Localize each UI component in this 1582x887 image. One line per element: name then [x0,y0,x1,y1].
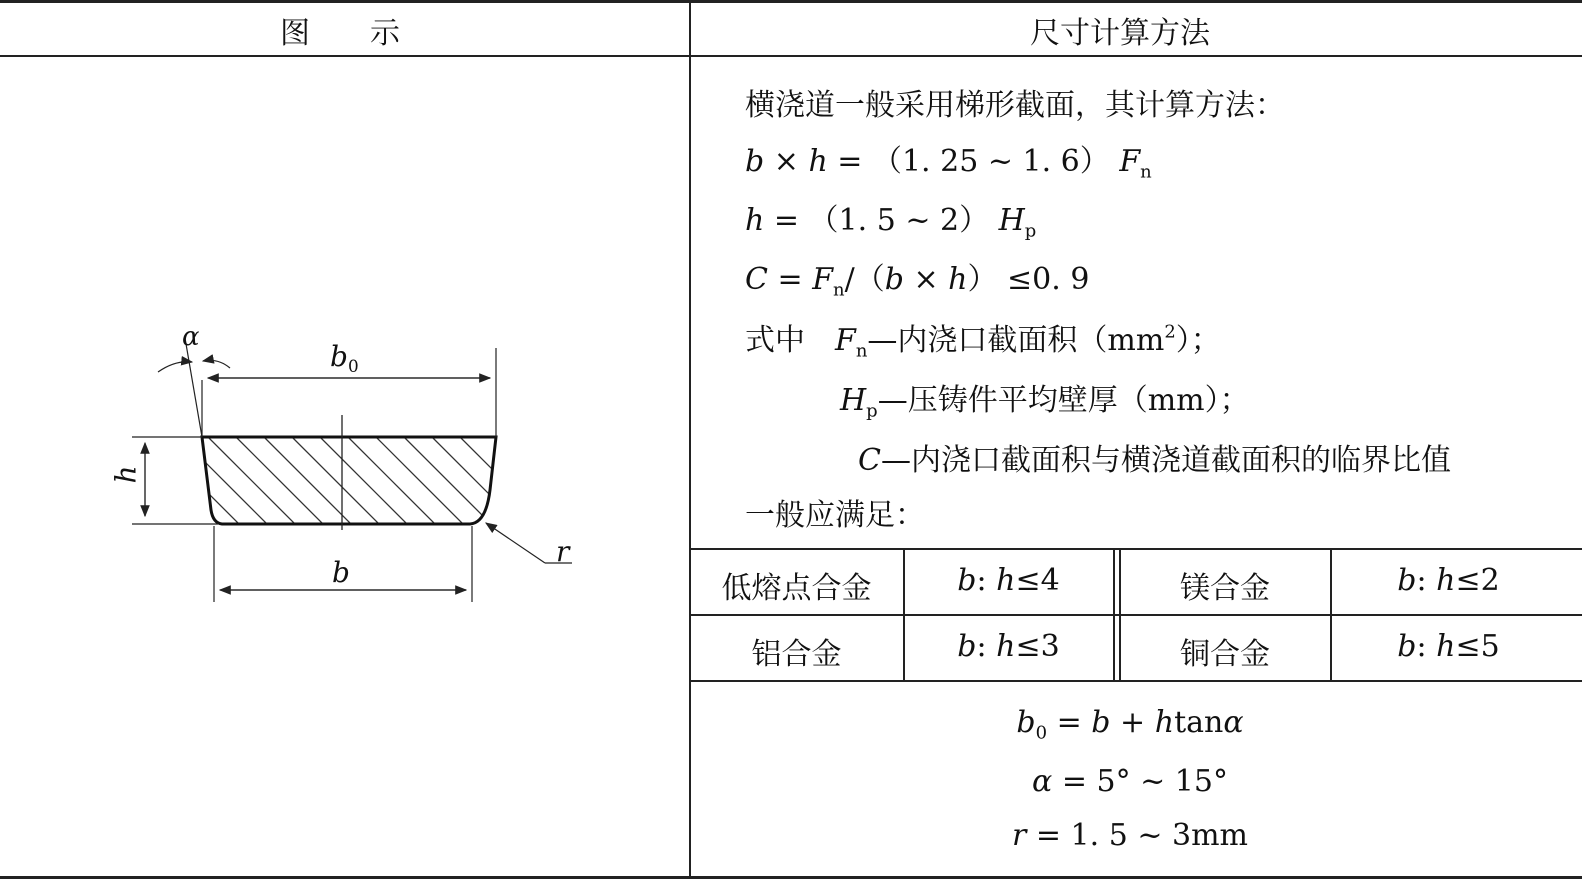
ratio-colon: : [976,629,997,664]
ratio-b: b [957,563,977,598]
b0-label-main: b [330,340,348,373]
ratio-copper [1331,629,1566,664]
ratio-b: b [1397,563,1417,598]
eq1-e: F [1119,144,1141,179]
where-a: 式中 [745,323,835,358]
ratio-magnesium [1331,563,1566,598]
trapezoid-outline [202,437,496,524]
alloy-low-melt: 低熔点合金 [721,571,872,606]
f1-f: h [1154,705,1175,740]
r-label: r [556,535,570,568]
b0-label-sub: 0 [347,355,359,376]
where-f: ）； [1175,323,1221,358]
ratio-b: b [1397,629,1417,664]
eq2-a: h [745,203,765,238]
eq3-e: /（ [844,262,885,297]
column-divider [689,0,691,878]
ratio-value: ≤5 [1455,629,1500,664]
def3-a: C [858,443,881,478]
eq3-h: h [948,262,968,297]
method-intro: 横浇道一般采用梯形截面，其计算方法： [745,88,1285,123]
def2-a: H [840,383,867,418]
f1-h: α [1223,705,1244,740]
eq3-c: F [812,262,834,297]
def2-b: p [866,400,878,422]
ratio-h: h [996,629,1016,664]
eq2-c: H [998,203,1025,238]
f1-b: 0 [1035,722,1048,744]
header-bottom-border [0,55,1582,57]
f2-b: = 5° ~ 15° [1052,764,1228,799]
ratio-h: h [1436,629,1456,664]
eq2-b: = （1. 5 ~ 2） [764,203,999,238]
f1-d: b [1091,705,1111,740]
f2-a: α [1032,764,1053,799]
definition-fn [745,315,1221,361]
eq1-f: n [1140,161,1152,183]
formula-b0 [690,705,1570,743]
ratio-table-bottom [689,680,1582,682]
formula-alpha [690,764,1570,799]
ratio-colon: : [1416,563,1437,598]
where-c: n [855,340,868,362]
table-bottom-border [0,876,1582,879]
definition-c [858,435,1451,479]
h-label: h [109,465,143,484]
ratio-low-melt [904,563,1113,598]
equation-3 [745,254,1089,300]
def2-c: —压铸件平均壁厚（mm）； [877,383,1250,418]
f1-a: b [1016,705,1036,740]
ratio-value: ≤3 [1015,629,1060,664]
eq1-b: × [764,144,809,179]
alpha-label: α [182,322,200,352]
eq3-d: n [833,279,845,301]
f1-e: + [1110,705,1155,740]
alloy-aluminum: 铝合金 [751,637,842,672]
f3-b: = 1. 5 ~ 3mm [1026,818,1248,853]
alloy-magnesium: 镁合金 [1180,571,1270,606]
ratio-colon: : [1416,629,1437,664]
ratio-value: ≤2 [1455,563,1500,598]
eq2-d: p [1024,220,1037,242]
ratio-aluminum [904,629,1113,664]
ratio-colon: : [976,563,997,598]
eq3-a: C [745,262,768,297]
equation-2 [745,195,1036,241]
eq3-i: ） ≤0. 9 [967,262,1090,297]
alloy-copper: 铜合金 [1180,637,1270,672]
ratio-h: h [996,563,1016,598]
where-b: F [835,323,856,358]
f1-g: tan [1174,705,1224,740]
ratio-col-2a [1113,548,1115,681]
ratio-table-top [689,548,1582,550]
ratio-table-mid [689,614,1582,616]
f1-c: = [1047,705,1092,740]
eq3-b: = [767,262,813,297]
eq3-f: b [884,262,904,297]
satisfy-text: 一般应满足： [745,498,925,533]
b-label: b [332,556,350,589]
eq1-a: b [745,144,765,179]
b0-label [330,340,359,376]
eq1-c: h [808,144,828,179]
eq1-d: = （1. 25 ~ 1. 6） [827,144,1120,179]
ratio-h: h [1436,563,1456,598]
definition-hp [840,375,1250,421]
header-diagram: 图 示 [280,16,400,51]
eq3-g: × [903,262,949,297]
def3-b: —内浇口截面积与横浇道截面积的临界比值 [880,443,1451,478]
ratio-b: b [957,629,977,664]
equation-1 [745,136,1152,182]
where-d: —内浇口截面积（mm [867,323,1165,358]
f3-a: r [1012,818,1027,853]
ratio-value: ≤4 [1015,563,1060,598]
formula-r [690,818,1570,853]
header-method: 尺寸计算方法 [1030,16,1210,51]
table-top-border [0,0,1582,3]
where-e: 2 [1164,321,1176,343]
